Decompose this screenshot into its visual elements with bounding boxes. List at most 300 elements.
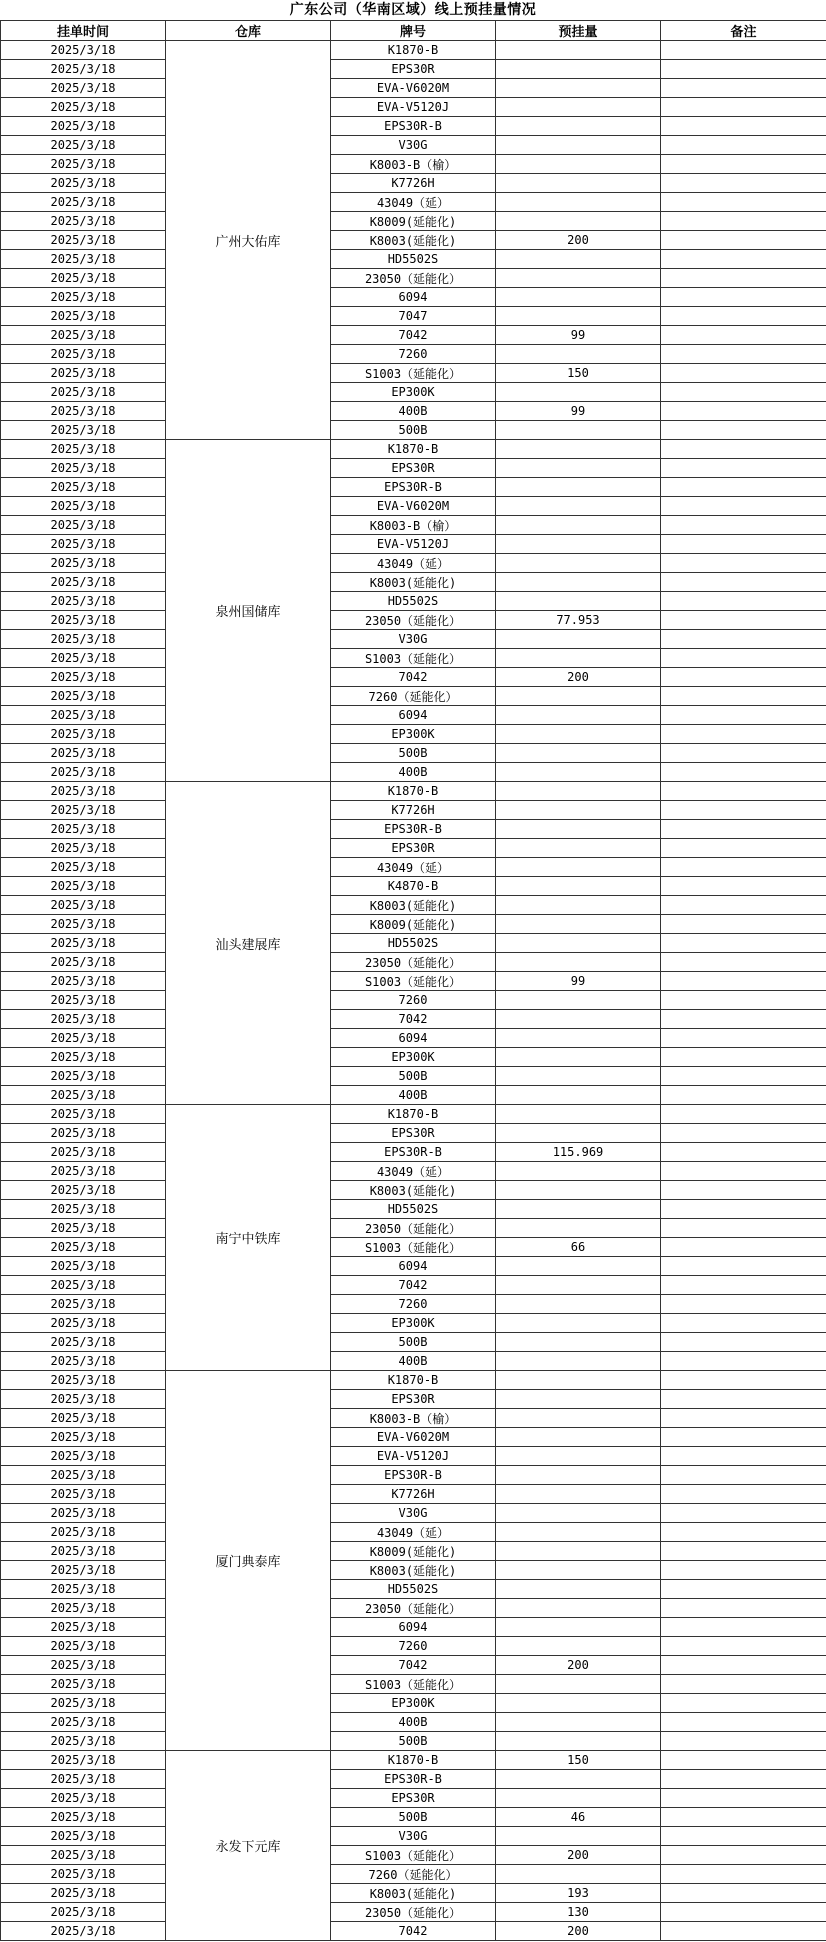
cell-quantity[interactable]: [496, 763, 661, 782]
cell-note[interactable]: [661, 1770, 826, 1789]
cell-note[interactable]: [661, 1200, 826, 1219]
cell-quantity[interactable]: [496, 516, 661, 535]
cell-quantity[interactable]: [496, 269, 661, 288]
cell-date[interactable]: 2025/3/18: [1, 478, 166, 497]
cell-quantity[interactable]: [496, 1067, 661, 1086]
cell-brand[interactable]: K1870-B: [331, 1751, 496, 1770]
cell-brand[interactable]: 7260: [331, 1637, 496, 1656]
cell-date[interactable]: 2025/3/18: [1, 858, 166, 877]
cell-brand[interactable]: EVA-V5120J: [331, 98, 496, 117]
cell-quantity[interactable]: [496, 1561, 661, 1580]
cell-date[interactable]: 2025/3/18: [1, 1656, 166, 1675]
cell-date[interactable]: 2025/3/18: [1, 782, 166, 801]
cell-quantity[interactable]: [496, 649, 661, 668]
cell-note[interactable]: [661, 1295, 826, 1314]
cell-note[interactable]: [661, 155, 826, 174]
cell-note[interactable]: [661, 1067, 826, 1086]
cell-date[interactable]: 2025/3/18: [1, 1561, 166, 1580]
cell-brand[interactable]: K8003(延能化): [331, 1181, 496, 1200]
cell-date[interactable]: 2025/3/18: [1, 307, 166, 326]
cell-note[interactable]: [661, 1599, 826, 1618]
cell-date[interactable]: 2025/3/18: [1, 649, 166, 668]
cell-quantity[interactable]: 150: [496, 1751, 661, 1770]
cell-brand[interactable]: K8003-B（榆）: [331, 155, 496, 174]
cell-warehouse[interactable]: 汕头建展库: [166, 782, 331, 1105]
cell-brand[interactable]: 23050（延能化）: [331, 1903, 496, 1922]
cell-brand[interactable]: 7260（延能化）: [331, 687, 496, 706]
cell-date[interactable]: 2025/3/18: [1, 554, 166, 573]
cell-quantity[interactable]: [496, 1504, 661, 1523]
cell-quantity[interactable]: [496, 1105, 661, 1124]
cell-brand[interactable]: K7726H: [331, 801, 496, 820]
cell-note[interactable]: [661, 117, 826, 136]
cell-date[interactable]: 2025/3/18: [1, 1010, 166, 1029]
cell-note[interactable]: [661, 1048, 826, 1067]
cell-quantity[interactable]: 66: [496, 1238, 661, 1257]
cell-note[interactable]: [661, 687, 826, 706]
cell-brand[interactable]: 500B: [331, 421, 496, 440]
cell-date[interactable]: 2025/3/18: [1, 1162, 166, 1181]
cell-quantity[interactable]: [496, 1713, 661, 1732]
cell-quantity[interactable]: [496, 1162, 661, 1181]
cell-note[interactable]: [661, 820, 826, 839]
cell-quantity[interactable]: [496, 212, 661, 231]
cell-note[interactable]: [661, 801, 826, 820]
cell-quantity[interactable]: [496, 1618, 661, 1637]
cell-brand[interactable]: K8009(延能化): [331, 915, 496, 934]
cell-quantity[interactable]: [496, 839, 661, 858]
cell-note[interactable]: [661, 1276, 826, 1295]
cell-brand[interactable]: EVA-V5120J: [331, 535, 496, 554]
cell-quantity[interactable]: [496, 136, 661, 155]
cell-note[interactable]: [661, 345, 826, 364]
cell-brand[interactable]: HD5502S: [331, 250, 496, 269]
cell-date[interactable]: 2025/3/18: [1, 1029, 166, 1048]
cell-date[interactable]: 2025/3/18: [1, 1865, 166, 1884]
cell-brand[interactable]: K8009(延能化): [331, 1542, 496, 1561]
cell-date[interactable]: 2025/3/18: [1, 1922, 166, 1941]
cell-date[interactable]: 2025/3/18: [1, 991, 166, 1010]
cell-quantity[interactable]: [496, 1086, 661, 1105]
cell-quantity[interactable]: [496, 1029, 661, 1048]
cell-date[interactable]: 2025/3/18: [1, 630, 166, 649]
cell-quantity[interactable]: [496, 1580, 661, 1599]
cell-date[interactable]: 2025/3/18: [1, 1504, 166, 1523]
cell-date[interactable]: 2025/3/18: [1, 117, 166, 136]
cell-quantity[interactable]: [496, 1523, 661, 1542]
cell-note[interactable]: [661, 1637, 826, 1656]
cell-note[interactable]: [661, 1542, 826, 1561]
cell-brand[interactable]: K1870-B: [331, 1371, 496, 1390]
cell-date[interactable]: 2025/3/18: [1, 1105, 166, 1124]
cell-note[interactable]: [661, 60, 826, 79]
cell-note[interactable]: [661, 1713, 826, 1732]
cell-quantity[interactable]: [496, 1390, 661, 1409]
cell-brand[interactable]: 7260（延能化）: [331, 1865, 496, 1884]
cell-quantity[interactable]: [496, 1637, 661, 1656]
cell-note[interactable]: [661, 41, 826, 60]
cell-date[interactable]: 2025/3/18: [1, 1599, 166, 1618]
cell-brand[interactable]: S1003（延能化）: [331, 1238, 496, 1257]
cell-date[interactable]: 2025/3/18: [1, 1523, 166, 1542]
cell-date[interactable]: 2025/3/18: [1, 1789, 166, 1808]
cell-date[interactable]: 2025/3/18: [1, 174, 166, 193]
cell-quantity[interactable]: [496, 1333, 661, 1352]
cell-brand[interactable]: 7042: [331, 326, 496, 345]
cell-date[interactable]: 2025/3/18: [1, 668, 166, 687]
cell-note[interactable]: [661, 383, 826, 402]
cell-note[interactable]: [661, 706, 826, 725]
cell-quantity[interactable]: [496, 1694, 661, 1713]
cell-note[interactable]: [661, 459, 826, 478]
cell-note[interactable]: [661, 1143, 826, 1162]
cell-date[interactable]: 2025/3/18: [1, 915, 166, 934]
cell-note[interactable]: [661, 668, 826, 687]
cell-note[interactable]: [661, 1656, 826, 1675]
cell-note[interactable]: [661, 421, 826, 440]
cell-date[interactable]: 2025/3/18: [1, 1447, 166, 1466]
cell-date[interactable]: 2025/3/18: [1, 1618, 166, 1637]
cell-quantity[interactable]: [496, 1219, 661, 1238]
cell-brand[interactable]: 23050（延能化）: [331, 611, 496, 630]
cell-date[interactable]: 2025/3/18: [1, 1713, 166, 1732]
cell-date[interactable]: 2025/3/18: [1, 744, 166, 763]
cell-quantity[interactable]: [496, 41, 661, 60]
cell-quantity[interactable]: [496, 345, 661, 364]
cell-brand[interactable]: 6094: [331, 1618, 496, 1637]
cell-brand[interactable]: EVA-V5120J: [331, 1447, 496, 1466]
cell-brand[interactable]: EP300K: [331, 1694, 496, 1713]
cell-note[interactable]: [661, 478, 826, 497]
cell-quantity[interactable]: [496, 1485, 661, 1504]
cell-date[interactable]: 2025/3/18: [1, 60, 166, 79]
cell-quantity[interactable]: 200: [496, 668, 661, 687]
cell-note[interactable]: [661, 763, 826, 782]
cell-note[interactable]: [661, 1732, 826, 1751]
cell-date[interactable]: 2025/3/18: [1, 1314, 166, 1333]
cell-date[interactable]: 2025/3/18: [1, 763, 166, 782]
cell-quantity[interactable]: [496, 1048, 661, 1067]
cell-brand[interactable]: EPS30R-B: [331, 1770, 496, 1789]
cell-quantity[interactable]: [496, 592, 661, 611]
cell-note[interactable]: [661, 744, 826, 763]
cell-quantity[interactable]: [496, 1466, 661, 1485]
cell-brand[interactable]: K8003-B（榆）: [331, 1409, 496, 1428]
cell-note[interactable]: [661, 991, 826, 1010]
cell-quantity[interactable]: [496, 1732, 661, 1751]
cell-brand[interactable]: 7260: [331, 1295, 496, 1314]
cell-brand[interactable]: 43049（延）: [331, 554, 496, 573]
cell-note[interactable]: [661, 307, 826, 326]
cell-note[interactable]: [661, 877, 826, 896]
cell-quantity[interactable]: [496, 459, 661, 478]
cell-quantity[interactable]: [496, 1314, 661, 1333]
cell-date[interactable]: 2025/3/18: [1, 1428, 166, 1447]
cell-date[interactable]: 2025/3/18: [1, 1903, 166, 1922]
cell-date[interactable]: 2025/3/18: [1, 801, 166, 820]
cell-quantity[interactable]: [496, 1789, 661, 1808]
cell-date[interactable]: 2025/3/18: [1, 1067, 166, 1086]
cell-note[interactable]: [661, 1447, 826, 1466]
cell-quantity[interactable]: [496, 535, 661, 554]
cell-brand[interactable]: 7042: [331, 1922, 496, 1941]
cell-warehouse[interactable]: 永发下元库: [166, 1751, 331, 1941]
cell-brand[interactable]: 6094: [331, 706, 496, 725]
cell-note[interactable]: [661, 1485, 826, 1504]
cell-note[interactable]: [661, 1352, 826, 1371]
cell-note[interactable]: [661, 497, 826, 516]
cell-brand[interactable]: 400B: [331, 402, 496, 421]
cell-note[interactable]: [661, 649, 826, 668]
cell-date[interactable]: 2025/3/18: [1, 1276, 166, 1295]
cell-note[interactable]: [661, 364, 826, 383]
cell-date[interactable]: 2025/3/18: [1, 839, 166, 858]
cell-date[interactable]: 2025/3/18: [1, 79, 166, 98]
cell-note[interactable]: [661, 554, 826, 573]
cell-quantity[interactable]: [496, 744, 661, 763]
cell-brand[interactable]: EPS30R-B: [331, 820, 496, 839]
cell-brand[interactable]: 43049（延）: [331, 1162, 496, 1181]
cell-date[interactable]: 2025/3/18: [1, 516, 166, 535]
cell-brand[interactable]: 7260: [331, 345, 496, 364]
cell-note[interactable]: [661, 1561, 826, 1580]
cell-date[interactable]: 2025/3/18: [1, 706, 166, 725]
cell-quantity[interactable]: [496, 1599, 661, 1618]
cell-brand[interactable]: 7260: [331, 991, 496, 1010]
cell-note[interactable]: [661, 1808, 826, 1827]
cell-warehouse[interactable]: 泉州国储库: [166, 440, 331, 782]
cell-note[interactable]: [661, 896, 826, 915]
cell-quantity[interactable]: 150: [496, 364, 661, 383]
cell-note[interactable]: [661, 136, 826, 155]
cell-note[interactable]: [661, 1789, 826, 1808]
cell-date[interactable]: 2025/3/18: [1, 1694, 166, 1713]
cell-date[interactable]: 2025/3/18: [1, 1827, 166, 1846]
cell-note[interactable]: [661, 1124, 826, 1143]
cell-quantity[interactable]: [496, 1827, 661, 1846]
cell-note[interactable]: [661, 1751, 826, 1770]
cell-quantity[interactable]: 77.953: [496, 611, 661, 630]
cell-date[interactable]: 2025/3/18: [1, 1352, 166, 1371]
cell-note[interactable]: [661, 1390, 826, 1409]
cell-brand[interactable]: EPS30R-B: [331, 1466, 496, 1485]
cell-quantity[interactable]: [496, 497, 661, 516]
cell-note[interactable]: [661, 1903, 826, 1922]
cell-brand[interactable]: S1003（延能化）: [331, 364, 496, 383]
cell-brand[interactable]: S1003（延能化）: [331, 1675, 496, 1694]
cell-brand[interactable]: 7042: [331, 668, 496, 687]
cell-note[interactable]: [661, 1675, 826, 1694]
cell-brand[interactable]: 23050（延能化）: [331, 269, 496, 288]
cell-brand[interactable]: S1003（延能化）: [331, 649, 496, 668]
cell-note[interactable]: [661, 1922, 826, 1941]
cell-date[interactable]: 2025/3/18: [1, 1884, 166, 1903]
cell-date[interactable]: 2025/3/18: [1, 98, 166, 117]
cell-brand[interactable]: 400B: [331, 1713, 496, 1732]
cell-quantity[interactable]: [496, 60, 661, 79]
cell-brand[interactable]: 500B: [331, 1732, 496, 1751]
cell-warehouse[interactable]: 南宁中铁库: [166, 1105, 331, 1371]
cell-quantity[interactable]: [496, 1124, 661, 1143]
cell-quantity[interactable]: [496, 440, 661, 459]
cell-note[interactable]: [661, 1086, 826, 1105]
cell-note[interactable]: [661, 402, 826, 421]
cell-note[interactable]: [661, 1694, 826, 1713]
cell-brand[interactable]: EPS30R-B: [331, 478, 496, 497]
cell-quantity[interactable]: 200: [496, 1656, 661, 1675]
cell-quantity[interactable]: [496, 1257, 661, 1276]
cell-quantity[interactable]: [496, 1276, 661, 1295]
cell-quantity[interactable]: [496, 782, 661, 801]
cell-note[interactable]: [661, 1409, 826, 1428]
cell-date[interactable]: 2025/3/18: [1, 41, 166, 60]
cell-quantity[interactable]: 200: [496, 1846, 661, 1865]
cell-date[interactable]: 2025/3/18: [1, 1200, 166, 1219]
cell-brand[interactable]: 23050（延能化）: [331, 1219, 496, 1238]
cell-brand[interactable]: EP300K: [331, 383, 496, 402]
cell-note[interactable]: [661, 953, 826, 972]
cell-quantity[interactable]: [496, 1447, 661, 1466]
cell-brand[interactable]: EVA-V6020M: [331, 79, 496, 98]
cell-quantity[interactable]: [496, 155, 661, 174]
cell-brand[interactable]: K7726H: [331, 174, 496, 193]
cell-date[interactable]: 2025/3/18: [1, 972, 166, 991]
cell-warehouse[interactable]: 厦门典泰库: [166, 1371, 331, 1751]
cell-quantity[interactable]: 46: [496, 1808, 661, 1827]
cell-date[interactable]: 2025/3/18: [1, 1124, 166, 1143]
cell-quantity[interactable]: [496, 953, 661, 972]
cell-note[interactable]: [661, 1010, 826, 1029]
cell-quantity[interactable]: [496, 307, 661, 326]
cell-date[interactable]: 2025/3/18: [1, 1295, 166, 1314]
cell-brand[interactable]: V30G: [331, 1827, 496, 1846]
cell-date[interactable]: 2025/3/18: [1, 1333, 166, 1352]
cell-quantity[interactable]: [496, 288, 661, 307]
cell-date[interactable]: 2025/3/18: [1, 1542, 166, 1561]
cell-note[interactable]: [661, 250, 826, 269]
cell-note[interactable]: [661, 1314, 826, 1333]
cell-date[interactable]: 2025/3/18: [1, 345, 166, 364]
cell-date[interactable]: 2025/3/18: [1, 1808, 166, 1827]
cell-date[interactable]: 2025/3/18: [1, 573, 166, 592]
cell-date[interactable]: 2025/3/18: [1, 364, 166, 383]
cell-note[interactable]: [661, 440, 826, 459]
cell-brand[interactable]: EP300K: [331, 1314, 496, 1333]
cell-brand[interactable]: K8003(延能化): [331, 573, 496, 592]
cell-date[interactable]: 2025/3/18: [1, 1751, 166, 1770]
cell-date[interactable]: 2025/3/18: [1, 820, 166, 839]
cell-date[interactable]: 2025/3/18: [1, 155, 166, 174]
cell-quantity[interactable]: [496, 478, 661, 497]
cell-quantity[interactable]: [496, 896, 661, 915]
cell-brand[interactable]: EPS30R: [331, 1390, 496, 1409]
cell-brand[interactable]: 7042: [331, 1276, 496, 1295]
cell-date[interactable]: 2025/3/18: [1, 953, 166, 972]
cell-date[interactable]: 2025/3/18: [1, 1637, 166, 1656]
cell-note[interactable]: [661, 915, 826, 934]
cell-date[interactable]: 2025/3/18: [1, 459, 166, 478]
cell-date[interactable]: 2025/3/18: [1, 1219, 166, 1238]
cell-brand[interactable]: 23050（延能化）: [331, 953, 496, 972]
cell-date[interactable]: 2025/3/18: [1, 231, 166, 250]
cell-brand[interactable]: 400B: [331, 1086, 496, 1105]
cell-brand[interactable]: HD5502S: [331, 1200, 496, 1219]
cell-quantity[interactable]: [496, 630, 661, 649]
cell-brand[interactable]: 400B: [331, 1352, 496, 1371]
cell-quantity[interactable]: [496, 1675, 661, 1694]
cell-brand[interactable]: EVA-V6020M: [331, 1428, 496, 1447]
cell-brand[interactable]: HD5502S: [331, 934, 496, 953]
cell-quantity[interactable]: [496, 193, 661, 212]
cell-quantity[interactable]: [496, 877, 661, 896]
cell-date[interactable]: 2025/3/18: [1, 1257, 166, 1276]
cell-date[interactable]: 2025/3/18: [1, 1409, 166, 1428]
cell-date[interactable]: 2025/3/18: [1, 1770, 166, 1789]
cell-quantity[interactable]: [496, 1371, 661, 1390]
cell-date[interactable]: 2025/3/18: [1, 687, 166, 706]
cell-note[interactable]: [661, 1618, 826, 1637]
cell-date[interactable]: 2025/3/18: [1, 1143, 166, 1162]
cell-note[interactable]: [661, 1884, 826, 1903]
cell-date[interactable]: 2025/3/18: [1, 725, 166, 744]
cell-brand[interactable]: 43049（延）: [331, 1523, 496, 1542]
cell-date[interactable]: 2025/3/18: [1, 611, 166, 630]
cell-note[interactable]: [661, 839, 826, 858]
cell-date[interactable]: 2025/3/18: [1, 1485, 166, 1504]
cell-quantity[interactable]: [496, 1409, 661, 1428]
cell-date[interactable]: 2025/3/18: [1, 896, 166, 915]
cell-note[interactable]: [661, 193, 826, 212]
cell-brand[interactable]: EPS30R: [331, 1124, 496, 1143]
cell-quantity[interactable]: [496, 1770, 661, 1789]
cell-quantity[interactable]: [496, 820, 661, 839]
cell-brand[interactable]: S1003（延能化）: [331, 972, 496, 991]
cell-warehouse[interactable]: 广州大佑库: [166, 41, 331, 440]
cell-note[interactable]: [661, 630, 826, 649]
cell-note[interactable]: [661, 98, 826, 117]
cell-quantity[interactable]: [496, 1428, 661, 1447]
cell-date[interactable]: 2025/3/18: [1, 1466, 166, 1485]
cell-note[interactable]: [661, 1238, 826, 1257]
cell-quantity[interactable]: 200: [496, 1922, 661, 1941]
cell-brand[interactable]: K1870-B: [331, 440, 496, 459]
cell-note[interactable]: [661, 1523, 826, 1542]
cell-date[interactable]: 2025/3/18: [1, 402, 166, 421]
cell-brand[interactable]: K8003-B（榆）: [331, 516, 496, 535]
cell-brand[interactable]: K8003(延能化): [331, 1884, 496, 1903]
cell-note[interactable]: [661, 573, 826, 592]
cell-quantity[interactable]: [496, 991, 661, 1010]
cell-brand[interactable]: K1870-B: [331, 782, 496, 801]
cell-note[interactable]: [661, 1181, 826, 1200]
cell-note[interactable]: [661, 858, 826, 877]
cell-quantity[interactable]: [496, 1295, 661, 1314]
cell-date[interactable]: 2025/3/18: [1, 421, 166, 440]
cell-brand[interactable]: K8003(延能化): [331, 896, 496, 915]
cell-brand[interactable]: EPS30R-B: [331, 117, 496, 136]
cell-brand[interactable]: EP300K: [331, 725, 496, 744]
cell-note[interactable]: [661, 1162, 826, 1181]
cell-note[interactable]: [661, 725, 826, 744]
cell-note[interactable]: [661, 972, 826, 991]
cell-quantity[interactable]: [496, 98, 661, 117]
cell-quantity[interactable]: [496, 1181, 661, 1200]
cell-note[interactable]: [661, 79, 826, 98]
cell-brand[interactable]: EPS30R-B: [331, 1143, 496, 1162]
cell-note[interactable]: [661, 1504, 826, 1523]
cell-brand[interactable]: 6094: [331, 1257, 496, 1276]
cell-brand[interactable]: EPS30R: [331, 1789, 496, 1808]
